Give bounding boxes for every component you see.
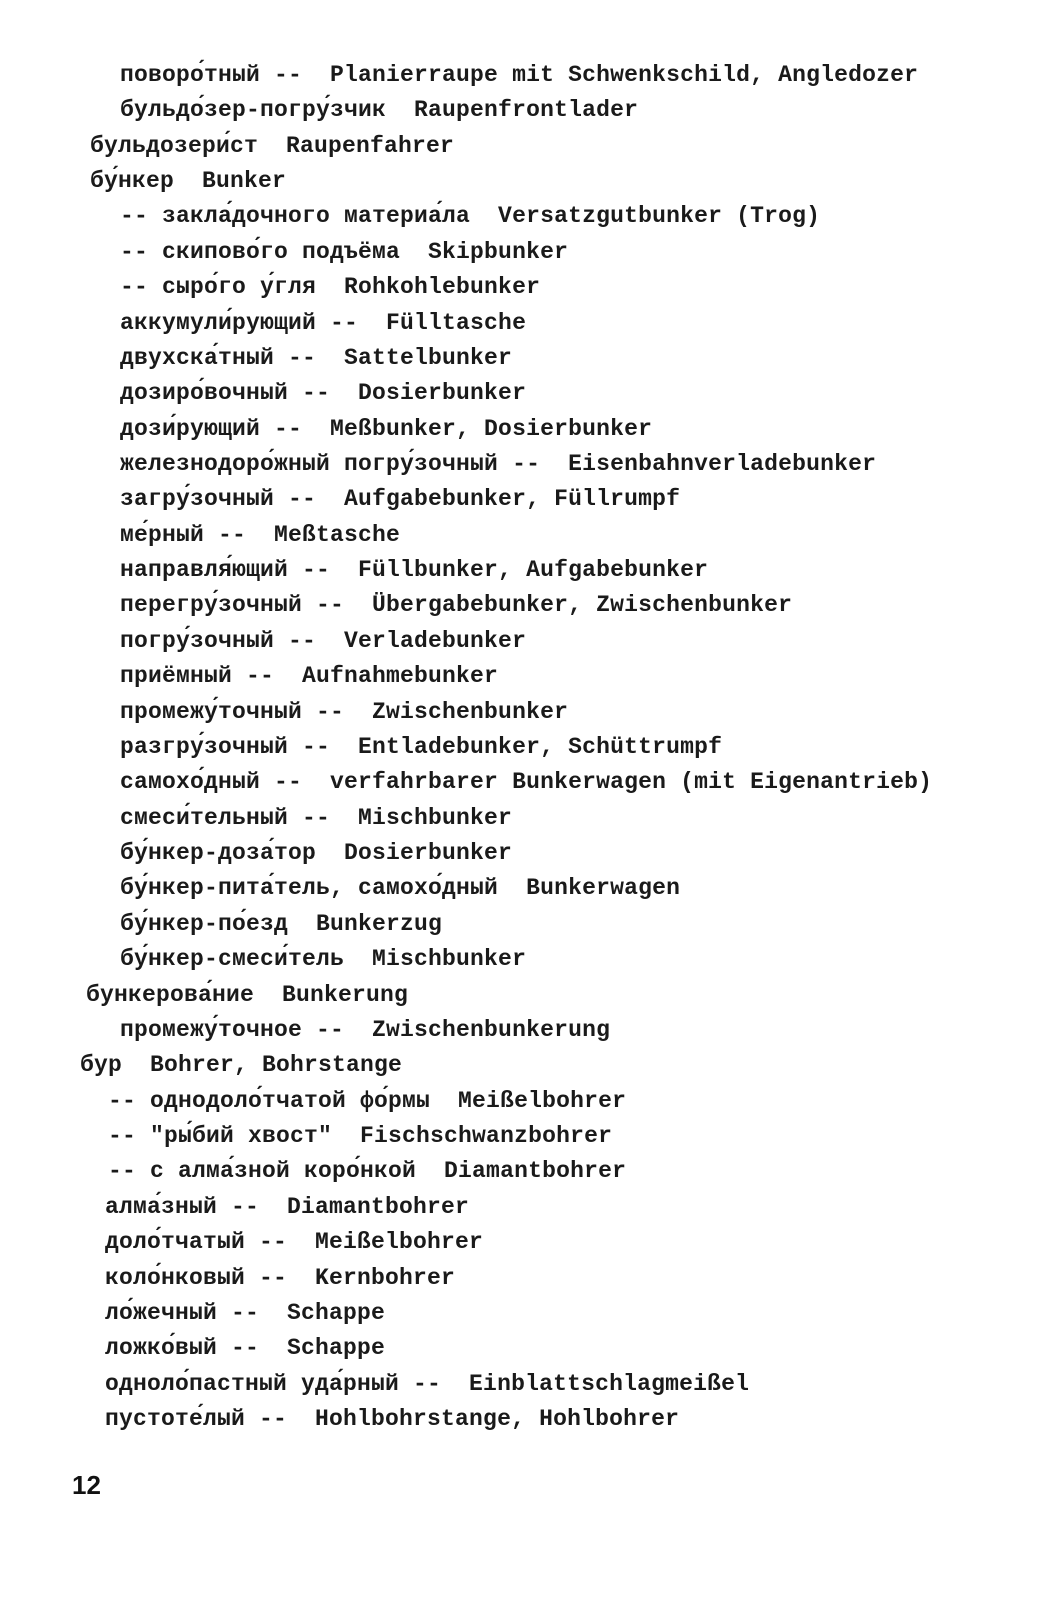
entry-line: бульдозери́ст Raupenfahrer <box>90 133 455 159</box>
entry-line: приёмный -- Aufnahmebunker <box>120 663 499 689</box>
entry-line: -- однодоло́тчатой фо́рмы Meißelbohrer <box>108 1088 627 1114</box>
entry-line: бу́нкер-пита́тель, самохо́дный Bunkerwagen <box>120 875 681 901</box>
entry-line: разгру́зочный -- Entladebunker, Schüttrumpf <box>120 734 723 760</box>
entry-line: дози́рующий -- Meßbunker, Dosierbunker <box>120 416 653 442</box>
entry-line: бункерова́ние Bunkerung <box>86 982 409 1008</box>
entry-line: коло́нковый -- Kernbohrer <box>105 1265 456 1291</box>
entry-line: железнодоро́жный погру́зочный -- Eisenbahnverladebunker <box>120 451 877 477</box>
page-number: 12 <box>72 1470 101 1500</box>
entry-line: двухска́тный -- Sattelbunker <box>120 345 513 371</box>
entry-line: бур Bohrer, Bohrstange <box>80 1052 403 1078</box>
entry-line: ло́жечный -- Schappe <box>105 1300 386 1326</box>
entry-line: -- с алма́зной коро́нкой Diamantbohrer <box>108 1158 627 1184</box>
entry-line: -- сыро́го у́гля Rohkohlebunker <box>120 274 541 300</box>
entry-line: поворо́тный -- Planierraupe mit Schwenkschild, Angledozer <box>120 62 919 88</box>
entry-line: алма́зный -- Diamantbohrer <box>105 1194 470 1220</box>
entry-line: доло́тчатый -- Meißelbohrer <box>105 1229 484 1255</box>
entry-line: аккумули́рующий -- Fülltasche <box>120 310 527 336</box>
entry-line: погру́зочный -- Verladebunker <box>120 628 527 654</box>
entry-line: пустоте́лый -- Hohlbohrstange, Hohlbohrer <box>105 1406 680 1432</box>
entry-line: загру́зочный -- Aufgabebunker, Füllrumpf <box>120 486 681 512</box>
entry-line: самохо́дный -- verfahrbarer Bunkerwagen (mit Eigenantrieb) <box>120 769 933 795</box>
entry-line: ме́рный -- Meßtasche <box>120 522 401 548</box>
entry-line: бу́нкер-смеси́тель Mischbunker <box>120 946 527 972</box>
entry-line: бульдо́зер-погру́зчик Raupenfrontlader <box>120 97 639 123</box>
entry-line: промежу́точный -- Zwischenbunker <box>120 699 569 725</box>
entry-line: -- "ры́бий хвост" Fischschwanzbohrer <box>108 1123 613 1149</box>
entry-line: -- скипово́го подъёма Skipbunker <box>120 239 569 265</box>
entry-line: одноло́пастный уда́рный -- Einblattschlagmeißel <box>105 1371 750 1397</box>
entry-line: промежу́точное -- Zwischenbunkerung <box>120 1017 611 1043</box>
entry-line: бу́нкер-по́езд Bunkerzug <box>120 911 443 937</box>
entry-line: ложко́вый -- Schappe <box>105 1335 386 1361</box>
entry-line: перегру́зочный -- Übergabebunker, Zwischenbunker <box>120 592 793 618</box>
entry-line: смеси́тельный -- Mischbunker <box>120 805 513 831</box>
entry-line: бу́нкер Bunker <box>90 168 287 194</box>
entry-line: направля́ющий -- Füllbunker, Aufgabebunker <box>120 557 709 583</box>
entry-line: бу́нкер-доза́тор Dosierbunker <box>120 840 513 866</box>
entry-line: дозиро́вочный -- Dosierbunker <box>120 380 527 406</box>
entry-line: -- закла́дочного материа́ла Versatzgutbunker (Trog) <box>120 203 821 229</box>
